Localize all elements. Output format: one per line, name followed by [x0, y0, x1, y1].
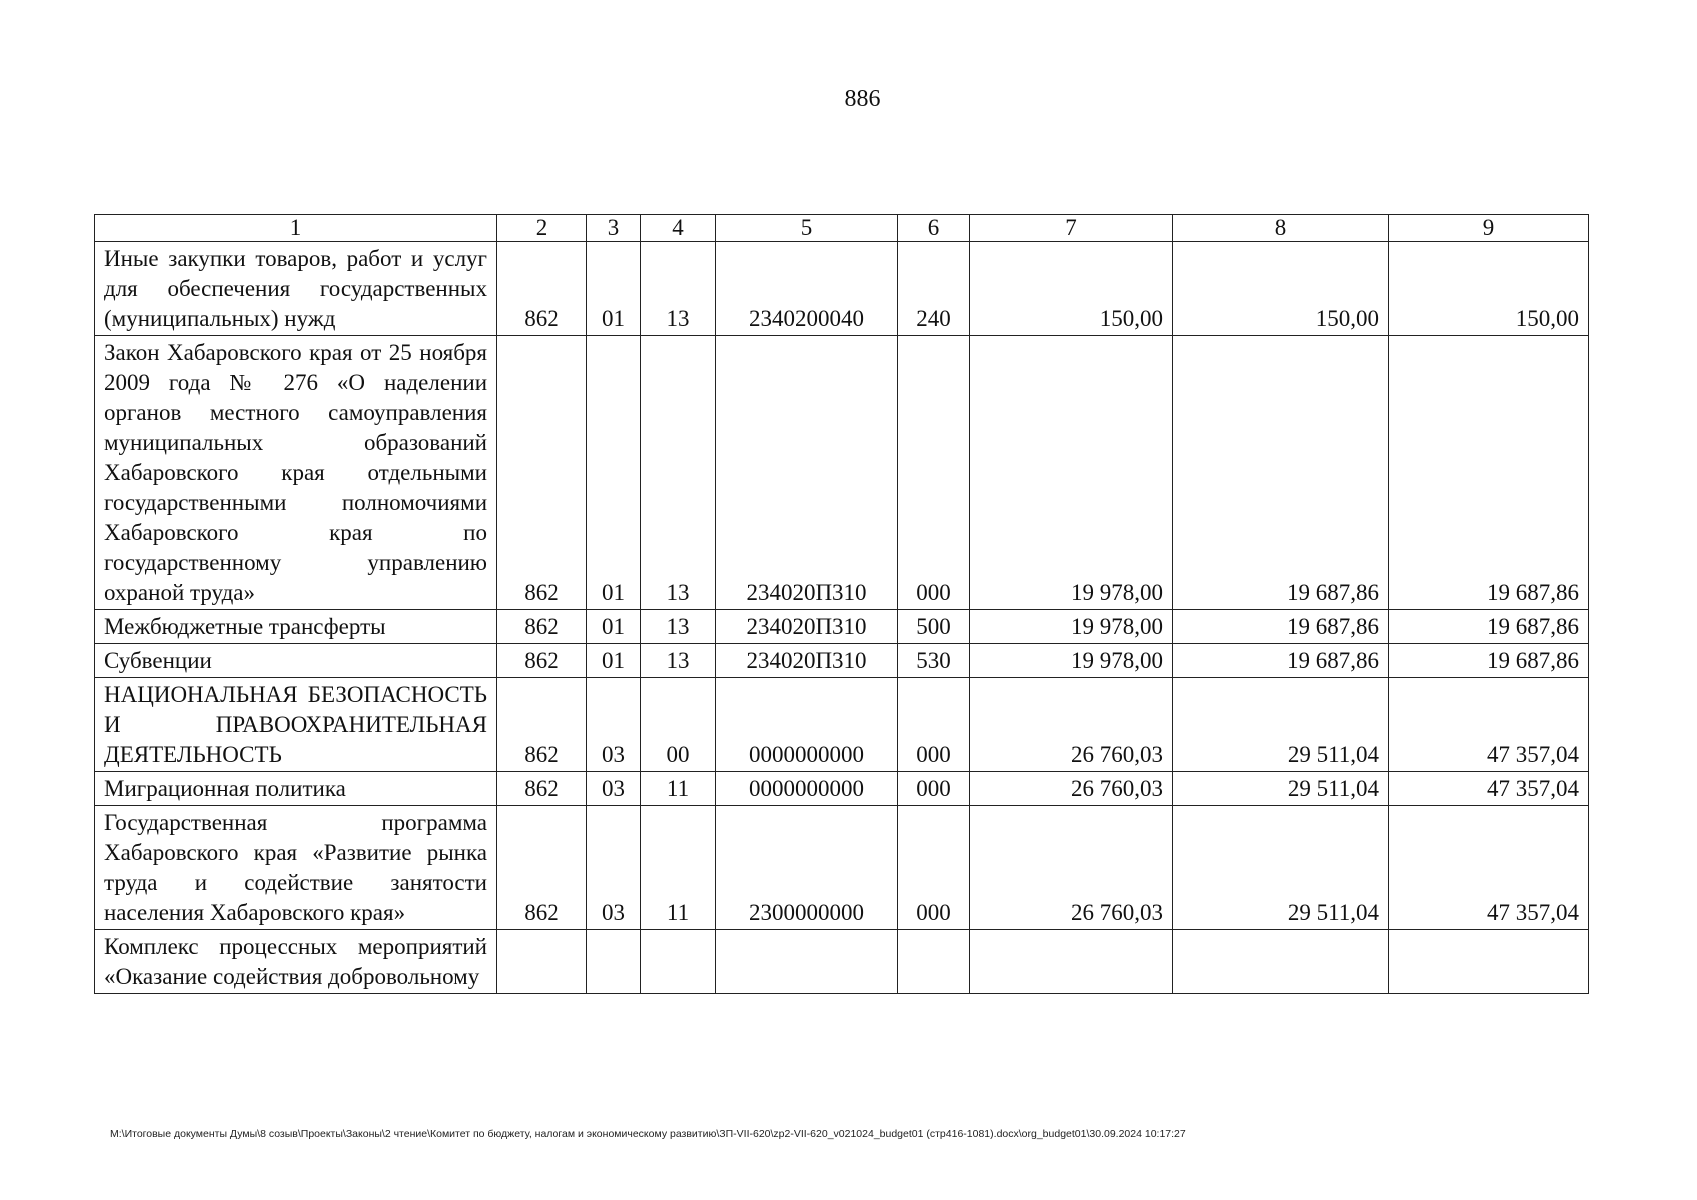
cell-expense-type: 000 [898, 336, 970, 610]
table-row [95, 930, 1589, 994]
cell-amount-col9: 19 687,86 [1389, 336, 1589, 610]
table-row [95, 772, 1589, 806]
cell-amount-col8: 150,00 [1173, 242, 1389, 336]
cell-subsection: 13 [641, 644, 716, 678]
cell-section: 01 [587, 610, 641, 644]
cell-expense-type: 530 [898, 644, 970, 678]
header-row [95, 215, 1589, 242]
cell-amount-col7: 19 978,00 [970, 336, 1173, 610]
row-name: Миграционная политика [95, 772, 497, 806]
cell-subsection: 11 [641, 772, 716, 806]
cell-expense-type: 500 [898, 610, 970, 644]
cell-target-article: 2300000000 [716, 806, 898, 930]
cell-subsection: 13 [641, 610, 716, 644]
cell-amount-col9: 47 357,04 [1389, 772, 1589, 806]
cell-code: 862 [497, 242, 587, 336]
cell-code: 862 [497, 678, 587, 772]
cell-subsection: 00 [641, 678, 716, 772]
cell-expense-type [898, 930, 970, 994]
cell-section: 03 [587, 772, 641, 806]
cell-target-article: 234020П310 [716, 610, 898, 644]
cell-code [497, 930, 587, 994]
cell-target-article: 0000000000 [716, 678, 898, 772]
cell-section: 01 [587, 336, 641, 610]
cell-amount-col7 [970, 930, 1173, 994]
cell-amount-col7: 19 978,00 [970, 610, 1173, 644]
cell-amount-col8: 19 687,86 [1173, 336, 1389, 610]
column-header: 1 [95, 215, 497, 242]
cell-amount-col9: 19 687,86 [1389, 610, 1589, 644]
cell-amount-col8: 29 511,04 [1173, 678, 1389, 772]
row-name: Субвенции [95, 644, 497, 678]
cell-subsection: 13 [641, 336, 716, 610]
column-header: 8 [1173, 215, 1389, 242]
column-header: 2 [497, 215, 587, 242]
cell-section [587, 930, 641, 994]
cell-expense-type: 000 [898, 678, 970, 772]
table-row [95, 610, 1589, 644]
budget-table [94, 214, 1589, 994]
table-row [95, 336, 1589, 610]
cell-code: 862 [497, 644, 587, 678]
table-row [95, 242, 1589, 336]
cell-section: 03 [587, 678, 641, 772]
column-header: 6 [898, 215, 970, 242]
row-name: Государственная программа Хабаровского края «Развитие рынка труда и содействие занятости населения Хабаровского края» [95, 806, 497, 930]
row-name: НАЦИОНАЛЬНАЯ БЕЗОПАСНОСТЬ И ПРАВООХРАНИТЕЛЬНАЯ ДЕЯТЕЛЬНОСТЬ [95, 678, 497, 772]
cell-amount-col9: 47 357,04 [1389, 806, 1589, 930]
cell-amount-col8: 29 511,04 [1173, 772, 1389, 806]
cell-amount-col8: 19 687,86 [1173, 610, 1389, 644]
cell-code: 862 [497, 610, 587, 644]
page-number: 886 [844, 86, 881, 112]
cell-target-article [716, 930, 898, 994]
table-row [95, 678, 1589, 772]
column-header: 7 [970, 215, 1173, 242]
row-name: Комплекс процессных мероприятий «Оказание содействия добровольному [95, 930, 497, 994]
cell-target-article: 234020П310 [716, 644, 898, 678]
cell-subsection: 13 [641, 242, 716, 336]
cell-amount-col7: 26 760,03 [970, 772, 1173, 806]
cell-section: 01 [587, 242, 641, 336]
table-row [95, 644, 1589, 678]
cell-amount-col9: 47 357,04 [1389, 678, 1589, 772]
row-name: Межбюджетные трансферты [95, 610, 497, 644]
cell-expense-type: 000 [898, 772, 970, 806]
cell-amount-col7: 26 760,03 [970, 678, 1173, 772]
cell-expense-type: 240 [898, 242, 970, 336]
cell-code: 862 [497, 806, 587, 930]
cell-amount-col8: 29 511,04 [1173, 806, 1389, 930]
cell-target-article: 2340200040 [716, 242, 898, 336]
cell-amount-col9: 150,00 [1389, 242, 1589, 336]
row-name: Иные закупки товаров, работ и услуг для обеспечения государственных (муниципальных) нужд [95, 242, 497, 336]
column-header: 3 [587, 215, 641, 242]
column-header: 9 [1389, 215, 1589, 242]
cell-amount-col8: 19 687,86 [1173, 644, 1389, 678]
column-header: 5 [716, 215, 898, 242]
cell-code: 862 [497, 772, 587, 806]
cell-amount-col9: 19 687,86 [1389, 644, 1589, 678]
table-row [95, 806, 1589, 930]
cell-amount-col7: 19 978,00 [970, 644, 1173, 678]
cell-amount-col7: 26 760,03 [970, 806, 1173, 930]
cell-amount-col9 [1389, 930, 1589, 994]
cell-target-article: 234020П310 [716, 336, 898, 610]
cell-expense-type: 000 [898, 806, 970, 930]
cell-amount-col7: 150,00 [970, 242, 1173, 336]
cell-subsection [641, 930, 716, 994]
document-path-footer: M:\Итоговые документы Думы\8 созыв\Проекты\Законы\2 чтение\Комитет по бюджету, налогам и экономическому развитию\ЗП-VII-620\zp2-VII-620_v021024_budget01 (стр416-1081).docx\org_budget01\30.09.2024 10:17:27 [110, 1128, 1186, 1140]
cell-target-article: 0000000000 [716, 772, 898, 806]
cell-amount-col8 [1173, 930, 1389, 994]
cell-section: 03 [587, 806, 641, 930]
cell-code: 862 [497, 336, 587, 610]
cell-section: 01 [587, 644, 641, 678]
column-header: 4 [641, 215, 716, 242]
row-name: Закон Хабаровского края от 25 ноября 2009 года № 276 «О наделении органов местного самоуправления муниципальных образований Хабаровского края отдельными государственными полномочиями Хабаровского края по государственному управлению охраной труда» [95, 336, 497, 610]
cell-subsection: 11 [641, 806, 716, 930]
